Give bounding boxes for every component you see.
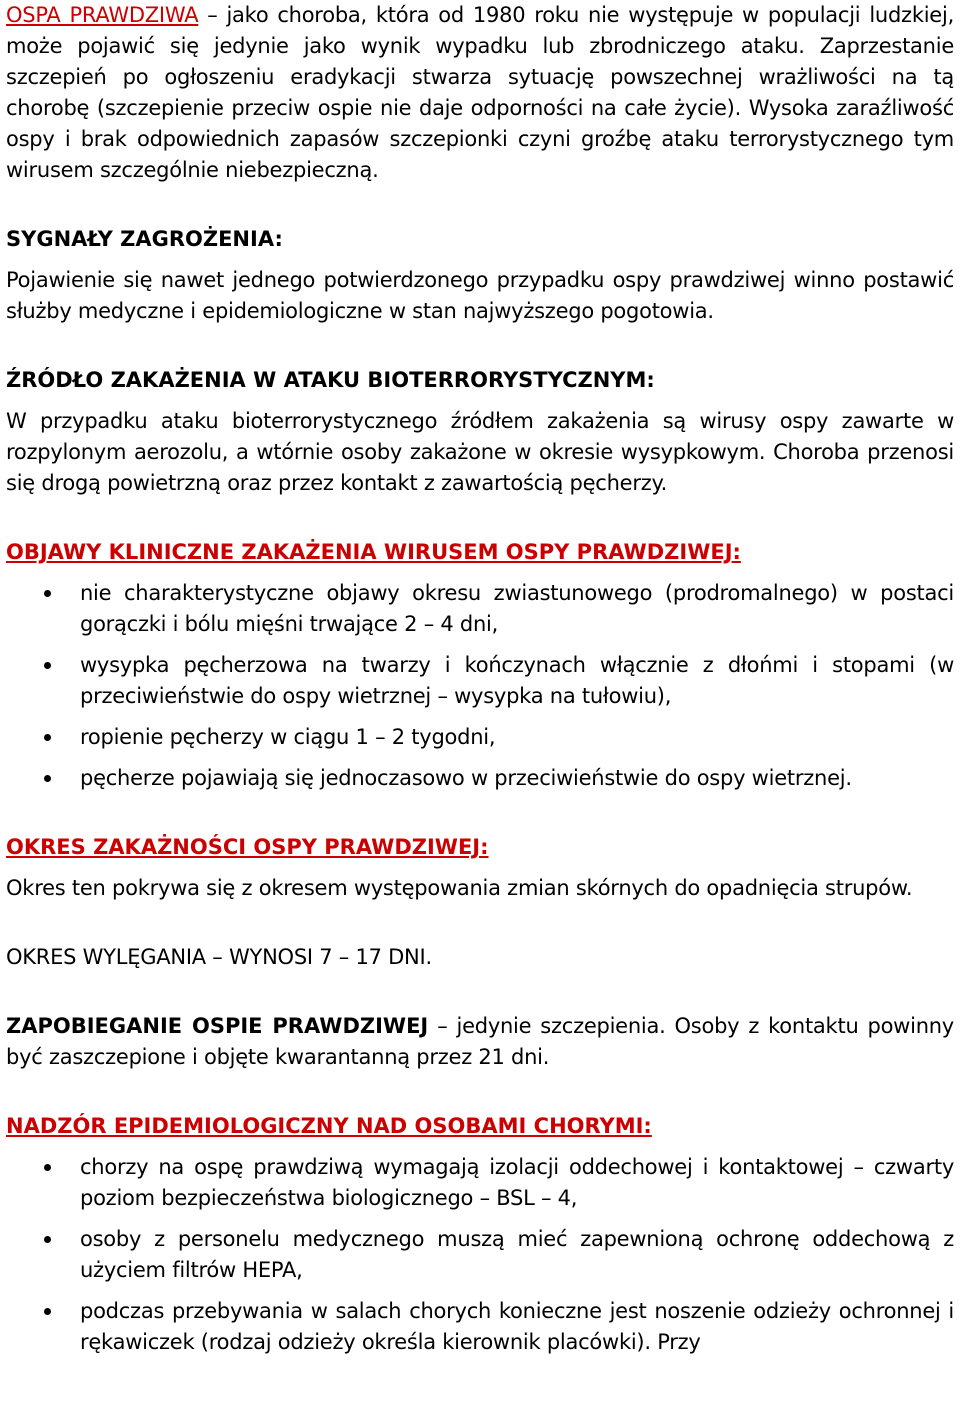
prevention-paragraph xyxy=(6,1011,954,1073)
prevention-text: – jedynie szczepienia. Osoby z kontaktu powinny być zaszczepione i objęte kwarantanną przez 21 dni. xyxy=(6,1014,954,1069)
list-item-text: osoby z personelu medycznego muszą mieć zapewnioną ochronę oddechową z użyciem filtrów HEPA, xyxy=(80,1227,954,1282)
list-item xyxy=(6,722,954,753)
bullet-icon xyxy=(44,734,51,741)
intro-paragraph xyxy=(6,0,954,186)
intro-term: OSPA PRAWDZIWA xyxy=(6,3,199,27)
bullet-icon xyxy=(44,1308,51,1315)
list-item-text: nie charakterystyczne objawy okresu zwiastunowego (prodromalnego) w postaci gorączki i bólu mięśni trwające 2 – 4 dni, xyxy=(80,581,954,636)
list-item xyxy=(6,1296,954,1358)
signals-heading: SYGNAŁY ZAGROŻENIA: xyxy=(6,227,283,251)
bullet-icon xyxy=(44,1164,51,1171)
supervision-heading: NADZÓR EPIDEMIOLOGICZNY NAD OSOBAMI CHORYMI: xyxy=(6,1114,652,1138)
list-item xyxy=(6,1152,954,1214)
contagious-text: Okres ten pokrywa się z okresem występowania zmian skórnych do opadnięcia strupów. xyxy=(6,876,913,900)
intro-text: – jako choroba, która od 1980 roku nie występuje w populacji ludzkiej, może pojawić się jedynie jako wynik wypadku lub zbrodniczego ataku. Zaprzestanie szczepień po ogłoszeniu eradykacji stwarza sytuację powszechnej wrażliwości na tą chorobę (szczepienie przeciw ospie nie daje odporności na całe życie). Wysoka zaraźliwość ospy i brak odpowiednich zapasów szczepionki czyni groźbę ataku terrorystycznego tym wirusem szczególnie niebezpieczną. xyxy=(6,3,954,182)
symptoms-list xyxy=(6,578,954,794)
symptoms-heading: OBJAWY KLINICZNE ZAKAŻENIA WIRUSEM OSPY PRAWDZIWEJ: xyxy=(6,540,741,564)
list-item xyxy=(6,1224,954,1286)
list-item-text: ropienie pęcherzy w ciągu 1 – 2 tygodni, xyxy=(80,725,496,749)
source-text: W przypadku ataku bioterrorystycznego źródłem zakażenia są wirusy ospy zawarte w rozpylonym aerozolu, a wtórnie osoby zakażone w okresie wysypkowym. Choroba przenosi się drogą powietrzną oraz przez kontakt z zawartością pęcherzy. xyxy=(6,409,954,495)
prevention-heading: ZAPOBIEGANIE OSPIE PRAWDZIWEJ xyxy=(6,1014,429,1038)
contagious-heading: OKRES ZAKAŻNOŚCI OSPY PRAWDZIWEJ: xyxy=(6,835,489,859)
list-item xyxy=(6,578,954,640)
list-item-text: podczas przebywania w salach chorych konieczne jest noszenie odzieży ochronnej i rękawiczek (rodzaj odzieży określa kierownik placówki). Przy xyxy=(80,1299,954,1354)
supervision-list xyxy=(6,1152,954,1358)
list-item xyxy=(6,763,954,794)
source-heading: ŹRÓDŁO ZAKAŻENIA W ATAKU BIOTERRORYSTYCZNYM: xyxy=(6,368,655,392)
list-item xyxy=(6,650,954,712)
list-item-text: pęcherze pojawiają się jednoczasowo w przeciwieństwie do ospy wietrznej. xyxy=(80,766,852,790)
list-item-text: chorzy na ospę prawdziwą wymagają izolacji oddechowej i kontaktowej – czwarty poziom bezpieczeństwa biologicznego – BSL – 4, xyxy=(80,1155,954,1210)
list-item-text: wysypka pęcherzowa na twarzy i kończynach włącznie z dłońmi i stopami (w przeciwieństwie do ospy wietrznej – wysypka na tułowiu), xyxy=(80,653,954,708)
signals-text: Pojawienie się nawet jednego potwierdzonego przypadku ospy prawdziwej winno postawić służby medyczne i epidemiologiczne w stan najwyższego pogotowia. xyxy=(6,268,954,323)
bullet-icon xyxy=(44,590,51,597)
bullet-icon xyxy=(44,775,51,782)
bullet-icon xyxy=(44,1236,51,1243)
incubation-text: OKRES WYLĘGANIA – WYNOSI 7 – 17 DNI. xyxy=(6,945,432,969)
bullet-icon xyxy=(44,662,51,669)
